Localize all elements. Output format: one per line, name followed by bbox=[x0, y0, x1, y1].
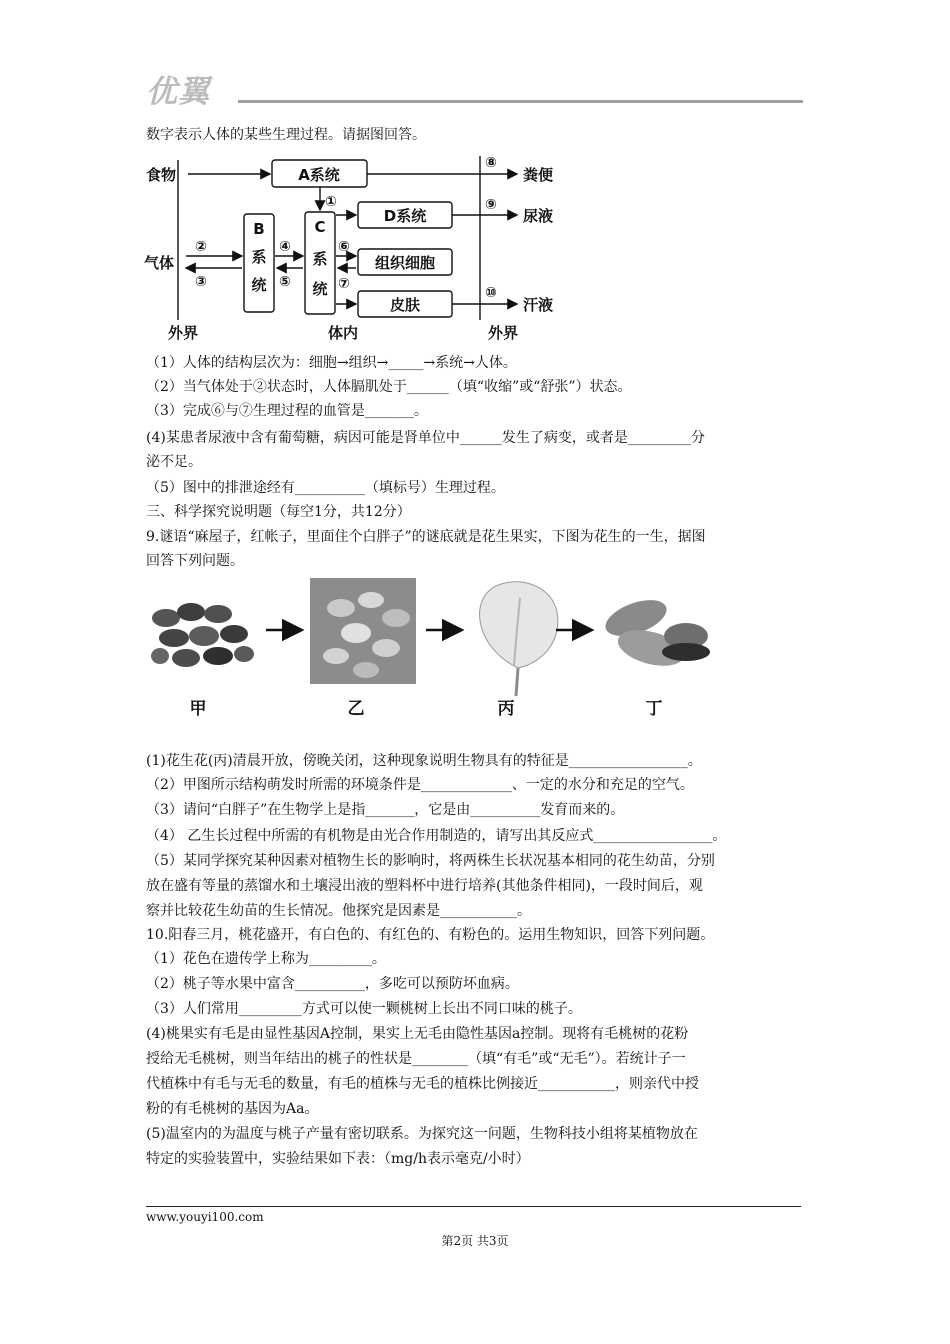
a-system-label: A系统 bbox=[298, 166, 340, 184]
q9-item-5-line-2: 放在盛有等量的蒸馏水和土壤浸出液的塑料杯中进行培养(其他条件相同)，一段时间后，观 bbox=[146, 878, 703, 894]
peanut-plant-image bbox=[310, 578, 416, 684]
q10-item-3: （3）人们常用_________方式可以使一颗桃树上长出不同口味的桃子。 bbox=[146, 1001, 582, 1017]
q9-intro-line-1: 9.谜语“麻屋子，红帐子，里面住个白胖子”的谜底就是花生果实，下图为花生的一生，据图 bbox=[146, 529, 706, 545]
food-label: 食物 bbox=[146, 166, 177, 184]
peanut-seeds-image bbox=[151, 603, 254, 667]
gas-label: 气体 bbox=[144, 254, 175, 272]
b-system-char2: 系 bbox=[251, 248, 267, 266]
q9-item-4: （4） 乙生长过程中所需的有机物是由光合作用制造的，请写出其反应式_________________。 bbox=[146, 828, 727, 844]
peanut-lifecycle-figure bbox=[146, 578, 726, 723]
q8-item-5: （5）图中的排泄途经有__________（填标号）生理过程。 bbox=[146, 480, 505, 496]
q8-item-3: （3）完成⑥与⑦生理过程的血管是_______。 bbox=[146, 403, 428, 419]
intro-text: 数字表示人体的某些生理过程。请据图回答。 bbox=[146, 127, 426, 143]
q9-intro-line-2: 回答下列问题。 bbox=[146, 553, 244, 569]
photo-label-bing: 丙 bbox=[497, 699, 515, 719]
q10-item-4-line-1: (4)桃果实有毛是由显性基因A控制，果实上无毛由隐性基因a控制。现将有毛桃树的花粉 bbox=[146, 1026, 689, 1042]
step-3: ③ bbox=[195, 274, 207, 290]
q9-item-5-line-1: （5）某同学探究某种因素对植物生长的影响时，将两株生长状况基本相同的花生幼苗，分别 bbox=[146, 853, 715, 869]
q9-item-1: (1)花生花(丙)清晨开放，傍晚关闭，这种现象说明生物具有的特征是_________________。 bbox=[146, 753, 702, 769]
b-system-char3: 统 bbox=[251, 276, 267, 294]
tissue-cells-label: 组织细胞 bbox=[374, 254, 436, 272]
b-system-char1: B bbox=[253, 220, 265, 238]
q8-item-4: (4)某患者尿液中含有葡萄糖，病因可能是肾单位中______发生了病变，或者是_________分 bbox=[146, 430, 705, 446]
q9-item-5-line-3: 察并比较花生幼苗的生长情况。他探究是因素是___________。 bbox=[146, 903, 531, 919]
q8-item-4-cont: 泌不足。 bbox=[146, 454, 202, 470]
d-system-label: D系统 bbox=[383, 207, 427, 225]
outside-left-label: 外界 bbox=[168, 324, 199, 342]
outside-right-label: 外界 bbox=[488, 324, 519, 342]
urine-label: 尿液 bbox=[523, 207, 554, 225]
step-2: ② bbox=[195, 239, 207, 255]
q10-item-4-line-4: 粉的有毛桃树的基因为Aa。 bbox=[146, 1101, 319, 1117]
photo-label-yi: 乙 bbox=[347, 699, 365, 719]
q10-item-4-line-2: 授给无毛桃树，则当年结出的桃子的性状是________（填“有毛”或“无毛”）。若统计子一 bbox=[146, 1051, 686, 1067]
header-rule bbox=[238, 100, 803, 103]
photo-label-jia: 甲 bbox=[189, 699, 207, 719]
skin-label: 皮肤 bbox=[389, 296, 421, 314]
inside-label: 体内 bbox=[328, 324, 359, 342]
q9-item-3: （3）请问“白胖子”在生物学上是指_______，它是由__________发育而来的。 bbox=[146, 802, 625, 818]
feces-label: 粪便 bbox=[523, 166, 554, 184]
q10-item-1: （1）花色在遗传学上称为_________。 bbox=[146, 951, 386, 967]
q8-item-2: （2）当气体处于②状态时，人体膈肌处于______（填“收缩”或“舒张”）状态。 bbox=[146, 379, 632, 395]
q10-item-5-line-1: (5)温室内的为温度与桃子产量有密切联系。为探究这一问题，生物科技小组将某植物放在 bbox=[146, 1126, 698, 1142]
sweat-label: 汗液 bbox=[523, 296, 554, 314]
page-number: 第2页 共3页 bbox=[441, 1234, 509, 1248]
photo-label-ding: 丁 bbox=[645, 699, 663, 719]
step-5: ⑤ bbox=[279, 274, 291, 290]
c-system-char2: 系 bbox=[312, 250, 328, 268]
q8-item-1: （1）人体的结构层次为：细胞→组织→_____→系统→人体。 bbox=[146, 355, 517, 371]
c-system-char1: C bbox=[314, 218, 326, 236]
step-10: ⑩ bbox=[485, 285, 497, 301]
footer-url[interactable]: www.youyi100.com bbox=[146, 1210, 264, 1224]
step-6: ⑥ bbox=[338, 239, 350, 255]
step-4: ④ bbox=[279, 239, 291, 255]
peanut-flower-image bbox=[480, 582, 558, 696]
q10-item-2: （2）桃子等水果中富含__________，多吃可以预防坏血病。 bbox=[146, 976, 519, 992]
brand-logo: 优翼 bbox=[146, 74, 210, 110]
step-7: ⑦ bbox=[338, 276, 350, 292]
step-8: ⑧ bbox=[485, 155, 497, 171]
section-3-heading: 三、科学探究说明题（每空1分，共12分） bbox=[146, 504, 411, 520]
q10-item-4-line-3: 代植株中有毛与无毛的数量，有毛的植株与无毛的植株比例接近___________，则亲代中授 bbox=[146, 1076, 699, 1092]
peanut-pods-image bbox=[601, 593, 710, 672]
q10-item-5-line-2: 特定的实验装置中，实验结果如下表：（mg/h表示毫克/小时） bbox=[146, 1151, 530, 1167]
physiology-diagram bbox=[140, 148, 580, 348]
step-1: ① bbox=[325, 194, 337, 210]
step-9: ⑨ bbox=[485, 197, 497, 213]
c-system-char3: 统 bbox=[312, 280, 328, 298]
q9-item-2: （2）甲图所示结构萌发时所需的环境条件是_____________、一定的水分和充足的空气。 bbox=[146, 777, 694, 793]
q10-intro: 10.阳春三月，桃花盛开，有白色的、有红色的、有粉色的。运用生物知识，回答下列问题。 bbox=[146, 927, 715, 943]
footer-rule bbox=[146, 1206, 801, 1207]
